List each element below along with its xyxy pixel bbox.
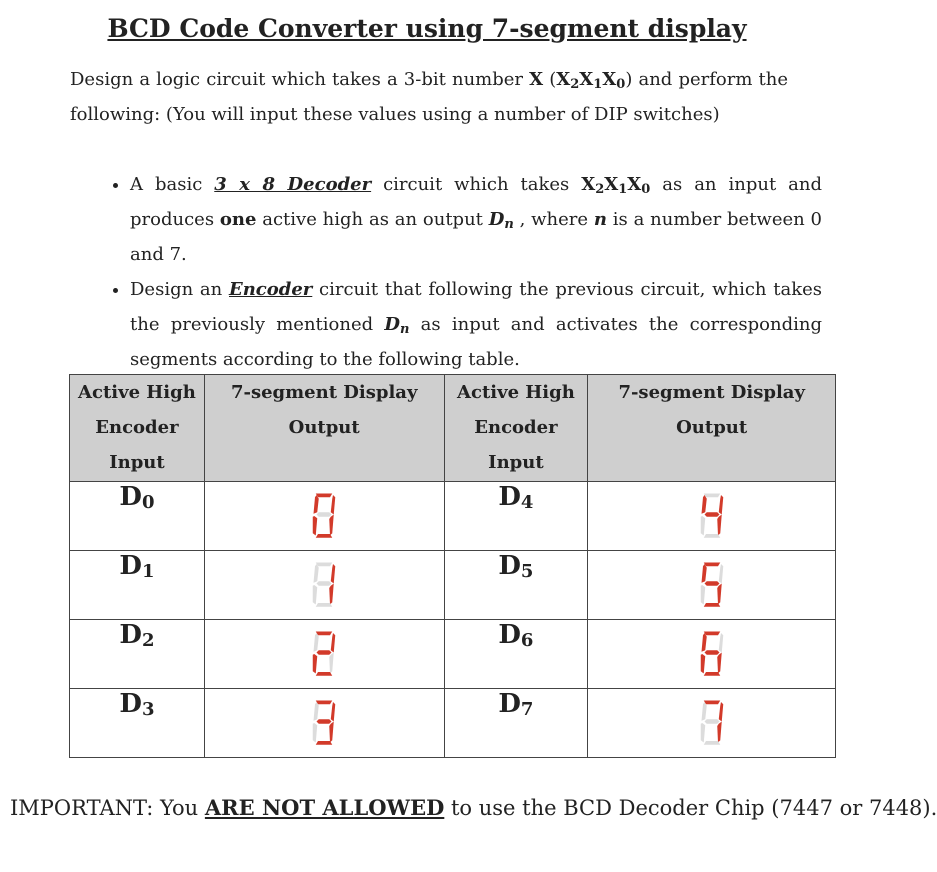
input-label: D bbox=[119, 482, 142, 512]
segment-c bbox=[329, 515, 334, 536]
display-output-cell bbox=[588, 689, 836, 758]
display-output-cell bbox=[204, 689, 444, 758]
segment-b bbox=[718, 564, 723, 584]
encoder-input-cell bbox=[70, 620, 205, 689]
list-item: • A basic 3 x 8 Decoder circuit which takes $X_2X_1X_0$ as an input and produces one active high as an output $D_n$ , where n is a number between 0 and 7. bbox=[130, 167, 822, 272]
table-row bbox=[70, 551, 836, 620]
input-label: D bbox=[498, 689, 521, 719]
segment-g bbox=[704, 650, 719, 655]
seven-segment-digit-4 bbox=[693, 492, 731, 540]
seven-segment-digit-0 bbox=[305, 492, 343, 540]
segment-b bbox=[331, 633, 336, 653]
segment-e bbox=[313, 654, 318, 674]
display-output-cell bbox=[204, 482, 444, 551]
segment-d bbox=[703, 603, 720, 607]
input-index: 7 bbox=[520, 699, 534, 720]
segment-f bbox=[701, 633, 706, 652]
segment-f bbox=[314, 633, 319, 652]
segment-c bbox=[717, 722, 722, 743]
input-index: 5 bbox=[520, 561, 534, 582]
segment-table bbox=[69, 374, 836, 758]
segment-d bbox=[703, 534, 720, 538]
intro-paragraph: Design a logic circuit which takes a 3-bit number X $(X_2X_1X_0)$ and perform the following: (You will input these values using a number of DIP switches) bbox=[70, 69, 788, 125]
segment-b bbox=[718, 702, 723, 722]
segment-a bbox=[703, 632, 720, 636]
segment-b bbox=[331, 702, 336, 722]
segment-b bbox=[331, 495, 336, 515]
input-index: 1 bbox=[141, 561, 155, 582]
segment-g bbox=[317, 581, 332, 586]
display-output-cell bbox=[588, 482, 836, 551]
segment-a bbox=[703, 701, 720, 705]
segment-e bbox=[313, 585, 318, 605]
segment-c bbox=[329, 722, 334, 743]
input-index: 2 bbox=[141, 630, 155, 651]
segment-a bbox=[703, 494, 720, 498]
segment-c bbox=[717, 584, 722, 605]
encoder-input-cell bbox=[70, 689, 205, 758]
input-label: D bbox=[119, 620, 142, 650]
input-label: D bbox=[119, 551, 142, 581]
segment-g bbox=[704, 581, 719, 586]
list-item: • Design an Encoder circuit that following the previous circuit, which takes the previously mentioned $D_n$ as input and activates the corresponding segments according to the following table. bbox=[130, 272, 822, 377]
seven-segment-digit-2 bbox=[305, 630, 343, 678]
table-row bbox=[70, 482, 836, 551]
segment-f bbox=[314, 495, 319, 514]
segment-g bbox=[317, 719, 332, 724]
encoder-input-cell bbox=[70, 482, 205, 551]
input-index: 0 bbox=[141, 492, 155, 513]
segment-a bbox=[703, 563, 720, 567]
input-label: D bbox=[498, 482, 521, 512]
header-display-output: 7-segment Display Output bbox=[204, 375, 444, 482]
segment-c bbox=[329, 584, 334, 605]
display-output-cell bbox=[204, 620, 444, 689]
segment-d bbox=[316, 603, 333, 607]
header-encoder-input: Active High Encoder Input bbox=[444, 375, 588, 482]
segment-g bbox=[704, 512, 719, 517]
segment-c bbox=[717, 653, 722, 674]
segment-e bbox=[700, 585, 705, 605]
requirements-list bbox=[96, 167, 822, 377]
segment-b bbox=[331, 564, 336, 584]
seven-segment-digit-5 bbox=[693, 561, 731, 609]
seven-segment-digit-1 bbox=[305, 561, 343, 609]
encoder-input-cell bbox=[444, 482, 588, 551]
segment-b bbox=[718, 495, 723, 515]
segment-b bbox=[718, 633, 723, 653]
segment-a bbox=[316, 494, 333, 498]
input-index: 4 bbox=[520, 492, 534, 513]
page-title: BCD Code Converter using 7-segment display bbox=[107, 14, 747, 43]
seven-segment-digit-6 bbox=[693, 630, 731, 678]
table-row bbox=[70, 620, 836, 689]
segment-f bbox=[701, 564, 706, 583]
display-output-cell bbox=[204, 551, 444, 620]
table-header-row bbox=[70, 375, 836, 482]
header-encoder-input: Active High Encoder Input bbox=[70, 375, 205, 482]
seven-segment-digit-7 bbox=[693, 699, 731, 747]
segment-d bbox=[316, 741, 333, 745]
segment-g bbox=[317, 512, 332, 517]
input-label: D bbox=[498, 551, 521, 581]
segment-e bbox=[313, 516, 318, 536]
segment-d bbox=[316, 672, 333, 676]
segment-c bbox=[329, 653, 334, 674]
table-row bbox=[70, 689, 836, 758]
segment-e bbox=[313, 723, 318, 743]
segment-e bbox=[700, 723, 705, 743]
display-output-cell bbox=[588, 620, 836, 689]
input-label: D bbox=[498, 620, 521, 650]
segment-a bbox=[316, 563, 333, 567]
encoder-input-cell bbox=[444, 551, 588, 620]
encoder-input-cell bbox=[444, 620, 588, 689]
encoder-input-cell bbox=[70, 551, 205, 620]
segment-d bbox=[703, 741, 720, 745]
segment-d bbox=[316, 534, 333, 538]
header-display-output: 7-segment Display Output bbox=[588, 375, 836, 482]
important-note: IMPORTANT: You ARE NOT ALLOWED to use the BCD Decoder Chip (7447 or 7448). bbox=[10, 795, 937, 820]
segment-a bbox=[316, 701, 333, 705]
segment-a bbox=[316, 632, 333, 636]
segment-e bbox=[700, 654, 705, 674]
segment-f bbox=[314, 702, 319, 721]
encoder-input-cell bbox=[444, 689, 588, 758]
segment-f bbox=[314, 564, 319, 583]
segment-e bbox=[700, 516, 705, 536]
segment-g bbox=[704, 719, 719, 724]
segment-f bbox=[701, 495, 706, 514]
segment-c bbox=[717, 515, 722, 536]
input-label: D bbox=[119, 689, 142, 719]
segment-g bbox=[317, 650, 332, 655]
display-output-cell bbox=[588, 551, 836, 620]
segment-d bbox=[703, 672, 720, 676]
segment-f bbox=[701, 702, 706, 721]
input-index: 6 bbox=[520, 630, 534, 651]
seven-segment-digit-3 bbox=[305, 699, 343, 747]
input-index: 3 bbox=[141, 699, 155, 720]
